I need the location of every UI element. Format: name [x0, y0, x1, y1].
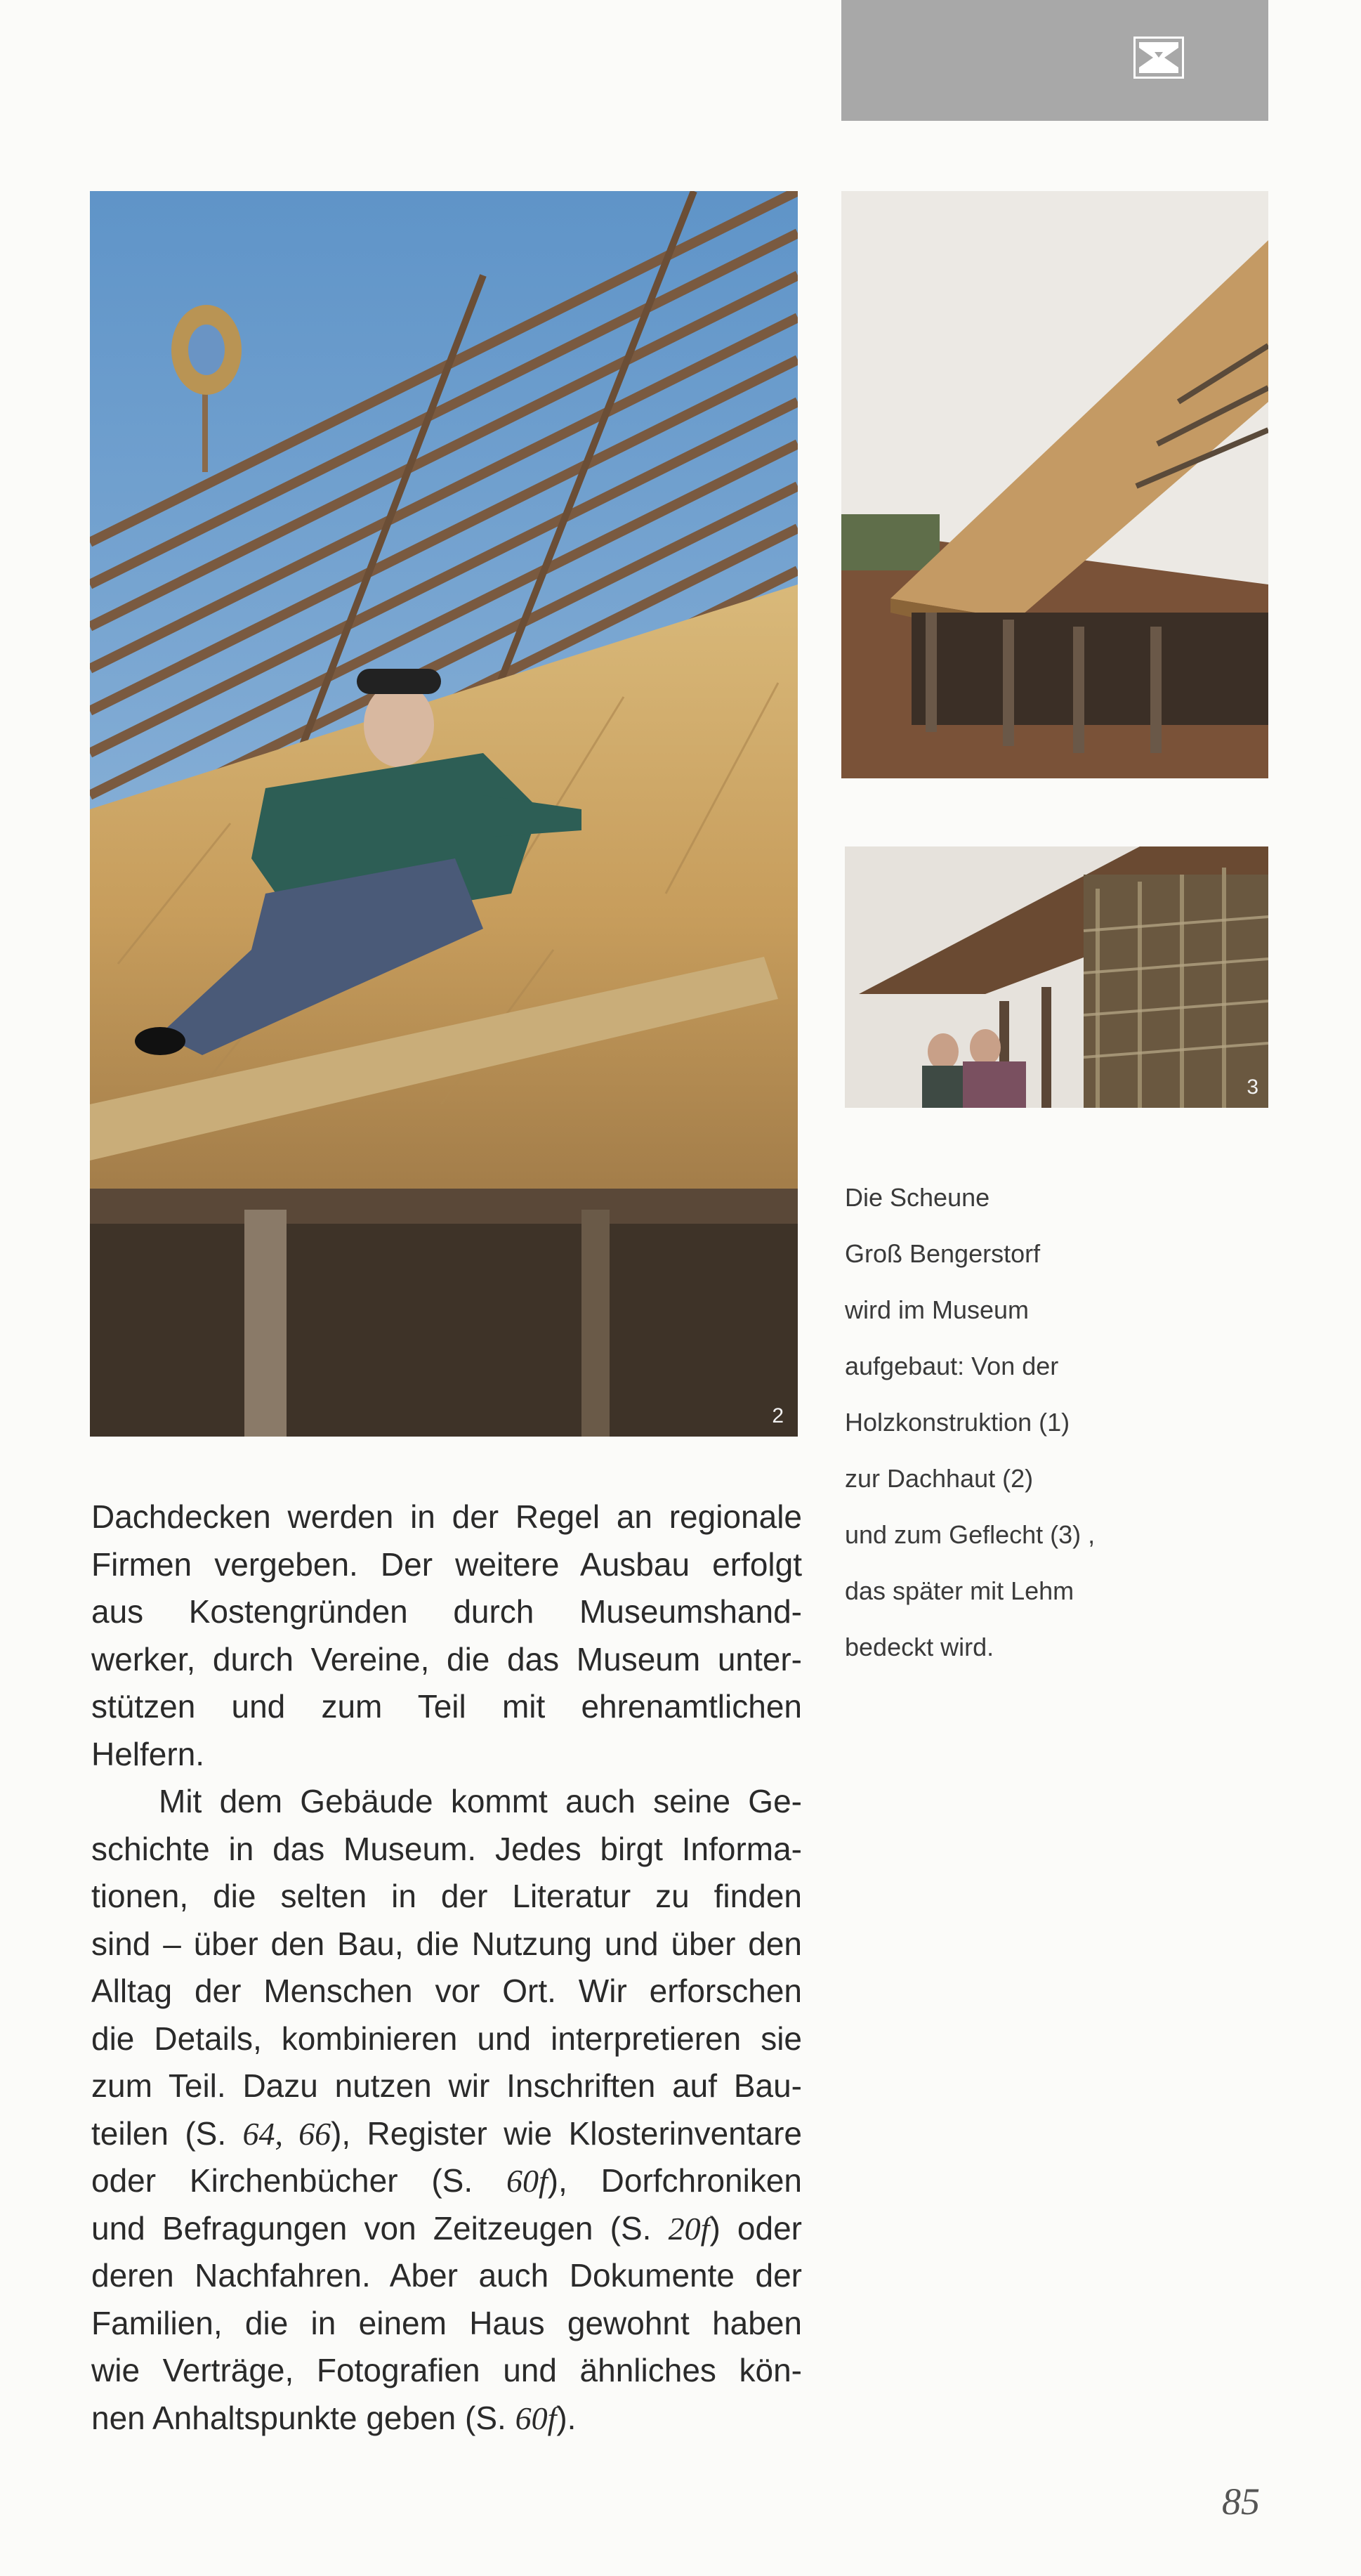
thatcher-photo [90, 191, 798, 1437]
photo-caption [845, 1170, 1266, 1675]
page-reference: 60f [506, 2163, 548, 2199]
body-line: Familien, die in einem Haus gewohnt haben [91, 2304, 802, 2341]
body-line: schichte in das Museum. Jedes birgt Informa- [91, 1830, 802, 1867]
body-line: Mit dem Gebäude kommt auch seine Ge- [159, 1783, 802, 1819]
page-number: 85 [1222, 2480, 1260, 2523]
body-line: Firmen vergeben. Der weitere Ausbau erfolgt [91, 1545, 802, 1583]
caption-line: aufgebaut: Von der [845, 1352, 1059, 1380]
caption-line: wird im Museum [845, 1295, 1030, 1324]
caption-line: das später mit Lehm [845, 1576, 1074, 1605]
page-reference: 20f [668, 2210, 710, 2247]
text-run: oder Kirchenbücher (S. [91, 2162, 506, 2199]
body-line: deren Nachfahren. Aber auch Dokumente der [91, 2257, 802, 2294]
text-run: und Befragungen von Zeitzeugen (S. [91, 2209, 669, 2247]
body-line: zum Teil. Dazu nutzen wir Inschriften auf Bau- [91, 2067, 802, 2104]
body-line [91, 2110, 802, 2158]
text-run: ), Register wie Klosterinventare [331, 2114, 803, 2152]
text-run: ) oder [709, 2209, 803, 2247]
body-line: stützen und zum Teil mit ehrenamtlichen [91, 1688, 802, 1725]
page-reference: 60f [515, 2400, 557, 2436]
caption-line: Holzkonstruktion (1) [845, 1408, 1070, 1437]
body-line: werker, durch Vereine, die das Museum unter- [91, 1640, 802, 1678]
caption-line: zur Dachhaut (2) [845, 1464, 1034, 1493]
body-line: sind – über den Bau, die Nutzung und über den [91, 1925, 802, 1962]
caption-line: Groß Bengerstorf [845, 1239, 1041, 1268]
body-line: die Details, kombinieren und interpretieren sie [91, 2020, 802, 2057]
body-text [91, 1493, 802, 2442]
text-run: nen Anhaltspunkte geben (S. [91, 2399, 515, 2436]
text-run: teilen (S. [91, 2114, 243, 2152]
caption-line: Die Scheune [845, 1183, 990, 1212]
text-run: ), Dorfchroniken [547, 2162, 802, 2199]
body-line: Helfern. [91, 1735, 205, 1772]
caption-line: und zum Geflecht (3) , [845, 1520, 1096, 1549]
text-run: ). [556, 2399, 577, 2436]
wattle-photo [845, 846, 1268, 1108]
body-line [91, 2395, 802, 2443]
caption-line: bedeckt wird. [845, 1633, 994, 1661]
page-reference: 64, 66 [242, 2115, 331, 2152]
body-line: Alltag der Menschen vor Ort. Wir erforschen [91, 1973, 802, 2009]
body-line [91, 2157, 802, 2205]
body-line [91, 2205, 802, 2253]
museum-logo-icon [1133, 37, 1184, 79]
body-line: Dachdecken werden in der Regel an regionale [91, 1498, 802, 1535]
body-line: tionen, die selten in der Literatur zu finden [91, 1878, 802, 1914]
barn-photo [841, 191, 1268, 778]
body-line: wie Verträge, Fotografien und ähnliches kön- [91, 2352, 802, 2388]
body-line: aus Kostengründen durch Museumshand- [91, 1593, 802, 1630]
photo-number: 3 [1247, 1075, 1258, 1099]
header-tab [841, 0, 1268, 121]
photo-number: 2 [772, 1404, 784, 1427]
